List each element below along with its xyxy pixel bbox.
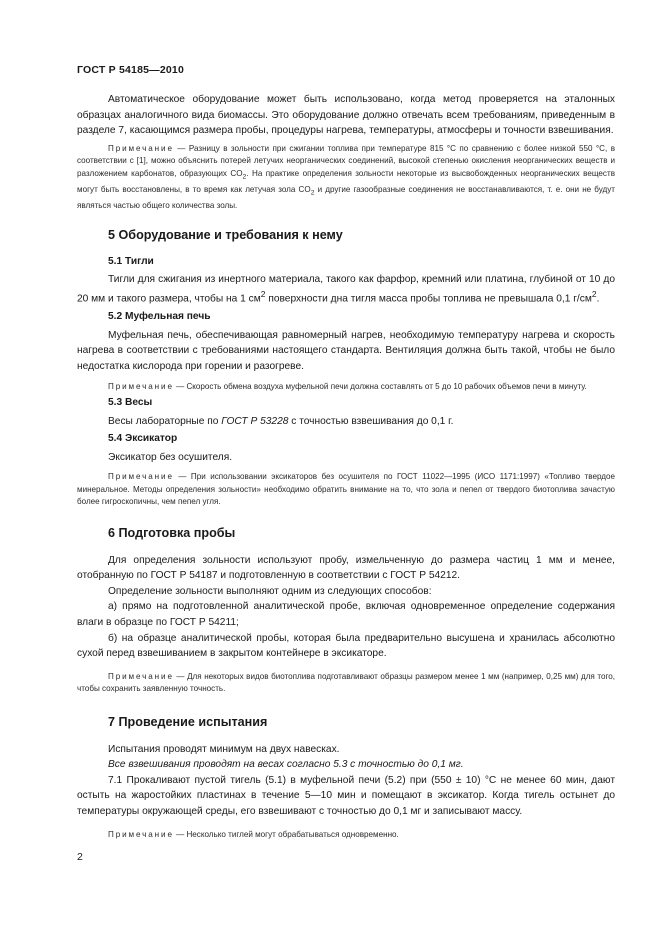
section-5-1-text: Тигли для сжигания из инертного материала, такого как фарфор, кремний или платина, глубиной от 10 до 20 мм и такого размера, чтобы на 1 $см^2$ поверхности дна тигля масса пробы топлива не превышала 0,1 $г/см^2$. <box>77 273 615 305</box>
section-7-1-text: 7.1 Прокаливают пустой тигель (5.1) в муфельной печи (5.2) при (550 ± 10) °С не менее 60 мин, дают остыть на жаростойких пластинах в течение 5—10 мин и помещают в эксикатор. Когда тигель остынет до температуры окружающей среды, его взвешивают с точностью до 0,1 мг и записывают массу. <box>77 774 615 817</box>
section-5-3-text: Весы лабораторные по ГОСТ Р 53228 с точностью взвешивания до 0,1 г. <box>108 415 454 427</box>
page-number: 2 <box>77 851 83 863</box>
section-5-1-heading: 5.1 Тигли <box>108 256 154 268</box>
section-6-item-b: б) на образце аналитической пробы, которая была предварительно высушена и хранилась абсолютно сухой перед взвешиванием в закрытом контейнере в эксикаторе. <box>77 632 615 660</box>
section-5-2-heading: 5.2 Муфельная печь <box>108 311 211 323</box>
section-6-paragraph-1: Для определения зольности используют пробу, измельченную до размера частиц 1 мм и менее, отобранную по ГОСТ Р 54187 и подготовленную в соответствии с ГОСТ Р 54212. <box>77 554 615 582</box>
page-content <box>77 92 615 841</box>
gost-reference: ГОСТ Р 53228 <box>221 415 289 427</box>
intro-note: Примечание — Разницу в зольности при сжигании топлива при температуре 815 °С по сравнению с более низкой 550 °С, в соответствии с [1], можно объяснить потерей летучих неорганических соединений, высокой степенью окисления неорганических веществ и разложением карбонатов, образующих $CO_2$. На практике определения зольности некоторые из высвобожденных неорганических веществ могут быть восстановлены, в то время как летучая зола $CO_2$ и другие газообразные соединения не восстанавливаются, т. е. они не будут являться частью общего количества золы. <box>77 143 616 210</box>
section-7-paragraph-2: Все взвешивания проводят на весах согласно 5.3 с точностью до 0,1 мг. <box>108 759 464 771</box>
note-label: Примечание <box>108 143 174 153</box>
section-6-note: Примечание — Для некоторых видов биотоплива подготавливают образцы размером менее 1 мм (например, 0,25 мм) для того, чтобы сохранить заявленную точность. <box>77 671 615 694</box>
section-6-heading: 6 Подготовка пробы <box>108 525 236 540</box>
section-5-heading: 5 Оборудование и требования к нему <box>108 228 343 243</box>
intro-paragraph: Автоматическое оборудование может быть использовано, когда метод проверяется на эталонных образцах аналогичного вида биомассы. Это оборудование должно отвечать всем требованиям, приведенным в разделе 7, касающимся размера пробы, процедуры нагрева, температуры, атмосферы и точности взвешивания. <box>77 94 615 137</box>
section-7-note: Примечание — Несколько тиглей могут обрабатываться одновременно. <box>108 829 399 839</box>
section-5-3-heading: 5.3 Весы <box>108 396 153 408</box>
section-7-paragraph-1: Испытания проводят минимум на двух навесках. <box>108 743 340 755</box>
section-5-4-heading: 5.4 Эксикатор <box>108 433 178 445</box>
section-5-2-text: Муфельная печь, обеспечивающая равномерный нагрев, необходимую температуру нагрева и скорость нагрева в соответствии с требованиями настоящего стандарта. Вентиляция должна быть такой, чтобы не было недостатка кислорода при горении и разогреве. <box>77 329 615 372</box>
section-5-4-note: Примечание — При использовании эксикаторов без осушителя по ГОСТ 11022—1995 (ИСО 1171:1997) «Топливо твердое минеральное. Методы определения зольности» необходимо обратить внимание на то, что зола и пепел от твердого биотоплива зачастую более гигроскопичны, чем пепел угля. <box>77 472 615 507</box>
section-6-item-a: а) прямо на подготовленной аналитической пробе, включая одновременное определение содержания влаги в образце по ГОСТ Р 54211; <box>77 601 615 628</box>
standard-header: ГОСТ Р 54185—2010 <box>77 64 185 76</box>
section-5-4-text: Эксикатор без осушителя. <box>108 451 233 463</box>
section-5-2-note: Примечание — Скорость обмена воздуха муфельной печи должна составлять от 5 до 10 рабочих объемов печи в минуту. <box>108 381 587 391</box>
section-7-heading: 7 Проведение испытания <box>108 714 268 729</box>
section-6-paragraph-2: Определение зольности выполняют одним из следующих способов: <box>108 585 432 597</box>
